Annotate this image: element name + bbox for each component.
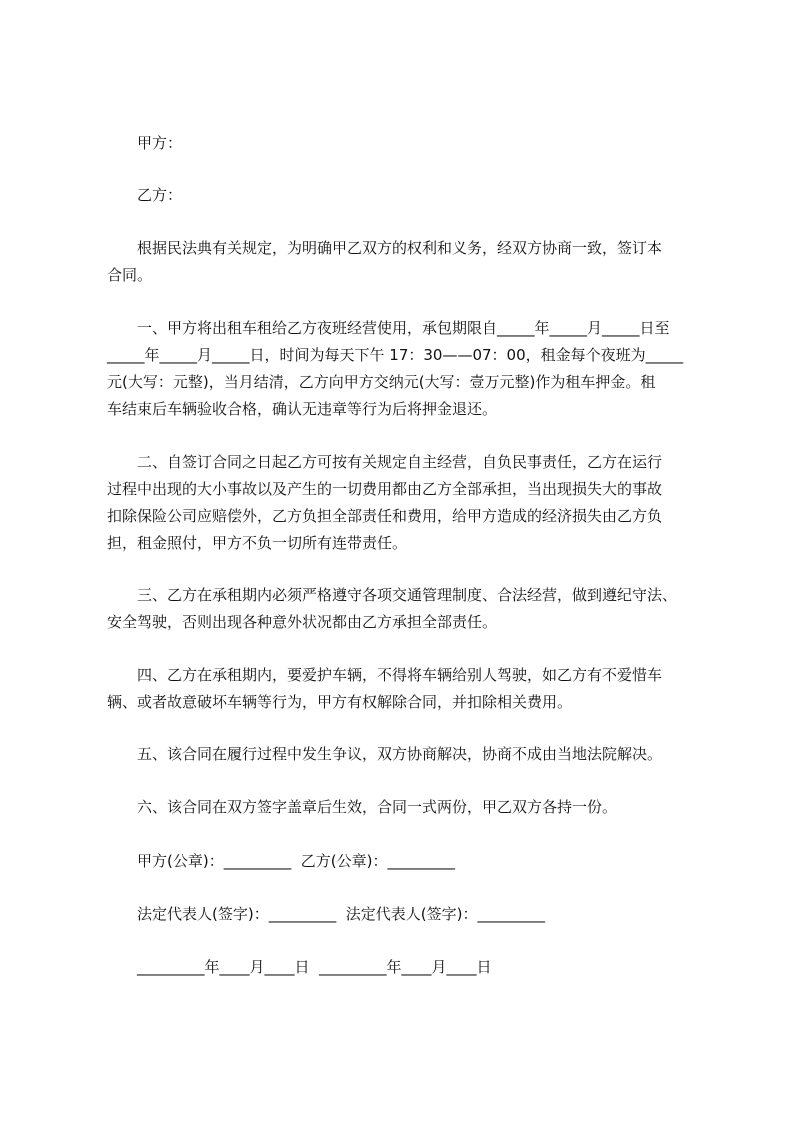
clause2-line-2: 过程中出现的大小事故以及产生的一切费用都由乙方全部承担，当出现损失大的事故 [107,480,663,498]
signature-seals-line: 甲方(公章)：_________ 乙方(公章)：_________ [137,852,455,870]
signature-dates-line: _________年____月____日 _________年____月____日 [137,958,492,976]
clause1-line-3: 元(大写：元整)，当月结清，乙方向甲方交纳元(大写：壹万元整)作为租车押金。租 [107,373,656,391]
clause3-line-1: 三、乙方在承租期内必须严格遵守各项交通管理制度、合法经营，做到遵纪守法、 [137,586,678,604]
clause2-line-3: 扣除保险公司应赔偿外，乙方负担全部责任和费用，给甲方造成的经济损失由乙方负 [107,507,663,525]
clause2-line-1: 二、自签订合同之日起乙方可按有关规定自主经营，自负民事责任，乙方在运行 [137,453,663,471]
clause5-text: 五、该合同在履行过程中发生争议，双方协商解决，协商不成由当地法院解决。 [137,745,663,763]
clause3-line-2: 安全驾驶，否则出现各种意外状况都由乙方承担全部责任。 [107,613,498,631]
intro-line-1: 根据民法典有关规定，为明确甲乙双方的权利和义务，经双方协商一致，签订本 [137,239,663,257]
intro-line-2: 合同。 [107,266,153,284]
clause1-line-4: 车结束后车辆验收合格，确认无违章等行为后将押金退还。 [107,400,498,418]
party-a-label: 甲方： [137,134,183,152]
signature-representatives-line: 法定代表人(签字)：_________ 法定代表人(签字)：_________ [137,905,545,923]
clause2-line-4: 担，租金照付，甲方不负一切所有连带责任。 [107,534,408,552]
clause4-line-2: 辆、或者故意破坏车辆等行为，甲方有权解除合同，并扣除相关费用。 [107,693,573,711]
clause1-line-2: _____年_____月_____日，时间为每天下午 17：30——07：00，租金每个夜班为_____ [107,346,684,364]
clause1-line-1: 一、甲方将出租车租给乙方夜班经营使用，承包期限自_____年_____月_____日至 [137,319,670,337]
clause4-line-1: 四、乙方在承租期内，要爱护车辆，不得将车辆给别人驾驶，如乙方有不爱惜车 [137,666,663,684]
party-b-label: 乙方： [137,186,183,204]
clause6-text: 六、该合同在双方签字盖章后生效，合同一式两份，甲乙双方各持一份。 [137,798,618,816]
